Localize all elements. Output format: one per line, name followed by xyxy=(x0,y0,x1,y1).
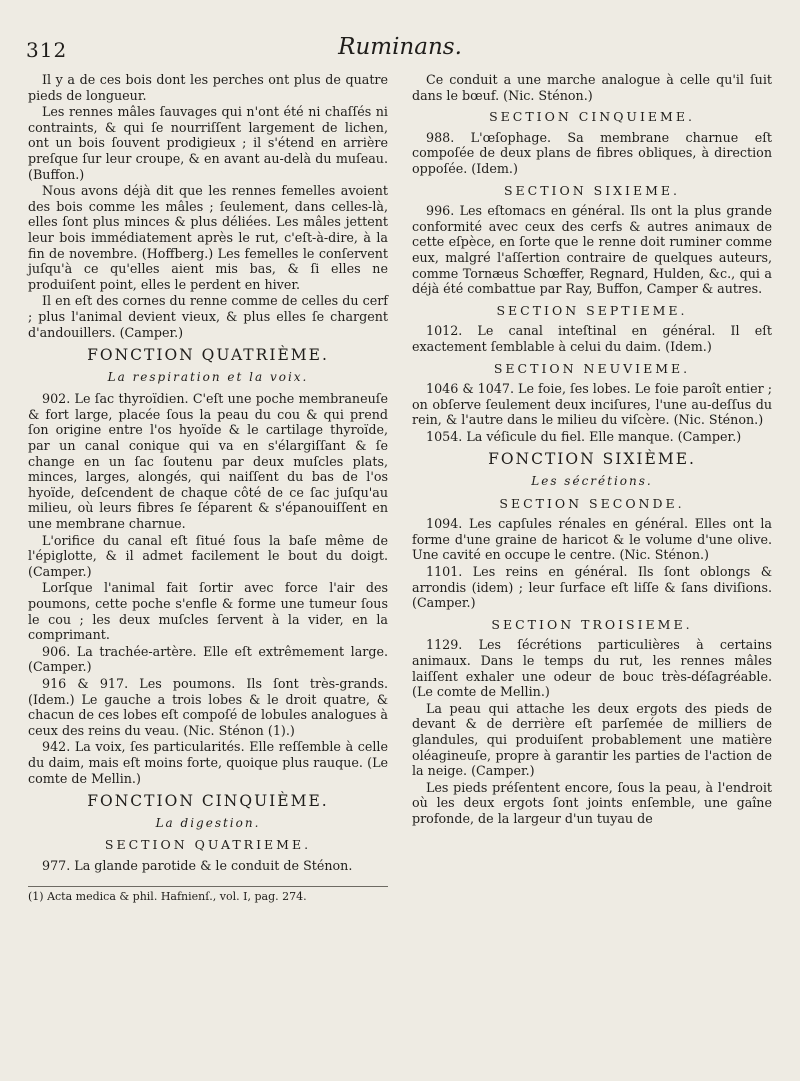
paragraph: Ce conduit a une marche analogue à celle qu'il ſuit dans le bœuf. (Nic. Sténon.) xyxy=(412,72,772,103)
section-heading: SECTION QUATRIEME. xyxy=(104,837,312,853)
paragraph: 977. La glande parotide & le conduit de Sténon. xyxy=(42,857,353,873)
fonction-heading: FONCTION QUATRIÈME. xyxy=(87,346,329,365)
paragraph: Les pieds préſentent encore, ſous la peau, à l'endroit où les deux ergots ſont joints enſemble, une gaîne profonde, de la largeur d'un tuyau de xyxy=(412,779,772,826)
fonction-heading: FONCTION CINQUIÈME. xyxy=(87,792,329,811)
paragraph: 1046 & 1047. Le foie, ſes lobes. Le foie paroît entier ; on obſerve ſeulement deux inciſures, l'une au-deſſus du rein, & l'autre dans le milieu du viſcère. (Nic. Sténon.) xyxy=(412,381,772,428)
paragraph: 942. La voix, ſes particularités. Elle reſſemble à celle du daim, mais eſt moins forte, quoique plus rauque. (Le comte de Mellin.) xyxy=(28,739,388,786)
paragraph: 916 & 917. Les poumons. Ils ſont très-grands. (Idem.) Le gauche a trois lobes & le droit quatre, & chacun de ces lobes eſt compoſé de lobules analogues à ceux des reins du veau. (Nic. Sténon (1).) xyxy=(28,675,388,738)
footnote: (1) Acta medica & phil. Hafnienſ., vol. I, pag. 274. xyxy=(28,886,388,903)
paragraph: 1129. Les ſécrétions particulières à certains animaux. Dans le temps du rut, les rennes mâles laiſſent exhaler une odeur de bouc très-déſagréable. (Le comte de Mellin.) xyxy=(412,637,772,700)
paragraph: 1054. La véſicule du fiel. Elle manque. (Camper.) xyxy=(426,428,742,444)
section-heading: SECTION SIXIEME. xyxy=(503,182,681,198)
section-heading: SECTION CINQUIEME. xyxy=(489,109,695,125)
paragraph: 906. La trachée-artère. Elle eſt extrêmement large. (Camper.) xyxy=(28,643,388,675)
section-heading: SECTION SECONDE. xyxy=(499,495,685,511)
paragraph: L'orifice du canal eſt ſitué ſous la baſe même de l'épiglotte, & il admet facilement le bout du doigt. (Camper.) xyxy=(28,532,388,579)
paragraph: 996. Les eſtomacs en général. Ils ont la plus grande conformité avec ceux des cerfs & autres animaux de cette eſpèce, en ſorte que le renne doit ruminer comme eux, malgré l'aſſertion contraire de quelques auteurs, comme Tornæus Schœffer, Regnard, Hulden, &c., qui a déjà été combattue par Ray, Buffon, Camper & autres. xyxy=(412,203,772,297)
paragraph: 1101. Les reins en général. Ils ſont oblongs & arrondis (idem) ; leur ſurface eſt liſſe & ſans diviſions. (Camper.) xyxy=(412,564,772,611)
section-heading: SECTION NEUVIEME. xyxy=(493,360,691,376)
running-head: Ruminans. xyxy=(338,34,462,60)
subsection-heading: Les sécrétions. xyxy=(531,474,653,489)
paragraph: La peau qui attache les deux ergots des pieds de devant & de derrière eſt parſemée de milliers de glandules, qui produiſent probablement une matière oléagineuſe, propre à garantir les parties de l'action de la neige. (Camper.) xyxy=(412,700,772,779)
paragraph: 1094. Les capſules rénales en général. Elles ont la forme d'une graine de haricot & le volume d'une olive. Une cavité en occupe le centre. (Nic. Sténon.) xyxy=(412,516,772,563)
paragraph: 902. Le ſac thyroïdien. C'eſt une poche membraneuſe & fort large, placée ſous la peau du cou & qui prend ſon origine entre l'os hyoïde & le cartilage thyroïde, par un canal conique qui va en s'élargiſſant & ſe change en un ſac ſoutenu par deux muſcles plats, minces, larges, alongés, qui naiſſent du bas de l'os hyoïde, deſcendent de chaque côté de ce ſac juſqu'au milieu, où leurs fibres ſe ſéparent & s'épanouiſſent en une membrane charnue. xyxy=(28,391,388,532)
page-number: 312 xyxy=(26,38,68,62)
paragraph: Les rennes mâles ſauvages qui n'ont été ni chaſſés ni contraints, & qui ſe nourriſſent largement de lichen, ont un bois ſouvent prodigieux ; il s'étend en arrière preſque ſur leur croupe, & en avant au-delà du muſeau. (Buffon.) xyxy=(28,104,388,182)
paragraph: 988. L'œſophage. Sa membrane charnue eſt compoſée de deux plans de fibres obliques, à direction oppoſée. (Idem.) xyxy=(412,129,772,176)
section-heading: SECTION SEPTIEME. xyxy=(496,302,688,318)
paragraph: Il en eſt des cornes du renne comme de celles du cerf ; plus l'animal devient vieux, & plus elles ſe chargent d'andouillers. (Camper.) xyxy=(28,293,388,340)
paragraph: 1012. Le canal inteſtinal en général. Il eſt exactement ſemblable à celui du daim. (Idem.) xyxy=(412,323,772,354)
right-column xyxy=(412,72,772,828)
section-heading: SECTION TROISIEME. xyxy=(491,616,693,632)
left-column xyxy=(28,72,388,903)
subsection-heading: La respiration et la voix. xyxy=(107,369,309,384)
paragraph: Il y a de ces bois dont les perches ont plus de quatre pieds de longueur. xyxy=(28,72,388,103)
paragraph: Lorſque l'animal fait ſortir avec force l'air des poumons, cette poche s'enfle & forme une tumeur ſous le cou ; les deux muſcles ſervent à la vider, en la comprimant. xyxy=(28,580,388,643)
paragraph: Nous avons déjà dit que les rennes femelles avoient des bois comme les mâles ; ſeulement, dans celles-là, elles ſont plus minces & plus déliées. Les mâles jettent leur bois immédiatement après le rut, c'eſt-à-dire, à la fin de novembre. (Hoffberg.) Les femelles le conſervent juſqu'à ce qu'elles aient mis bas, & ſi elles ne produiſent point, elles le perdent en hiver. xyxy=(28,183,388,292)
subsection-heading: La digestion. xyxy=(155,815,261,830)
fonction-heading: FONCTION SIXIÈME. xyxy=(488,450,696,469)
